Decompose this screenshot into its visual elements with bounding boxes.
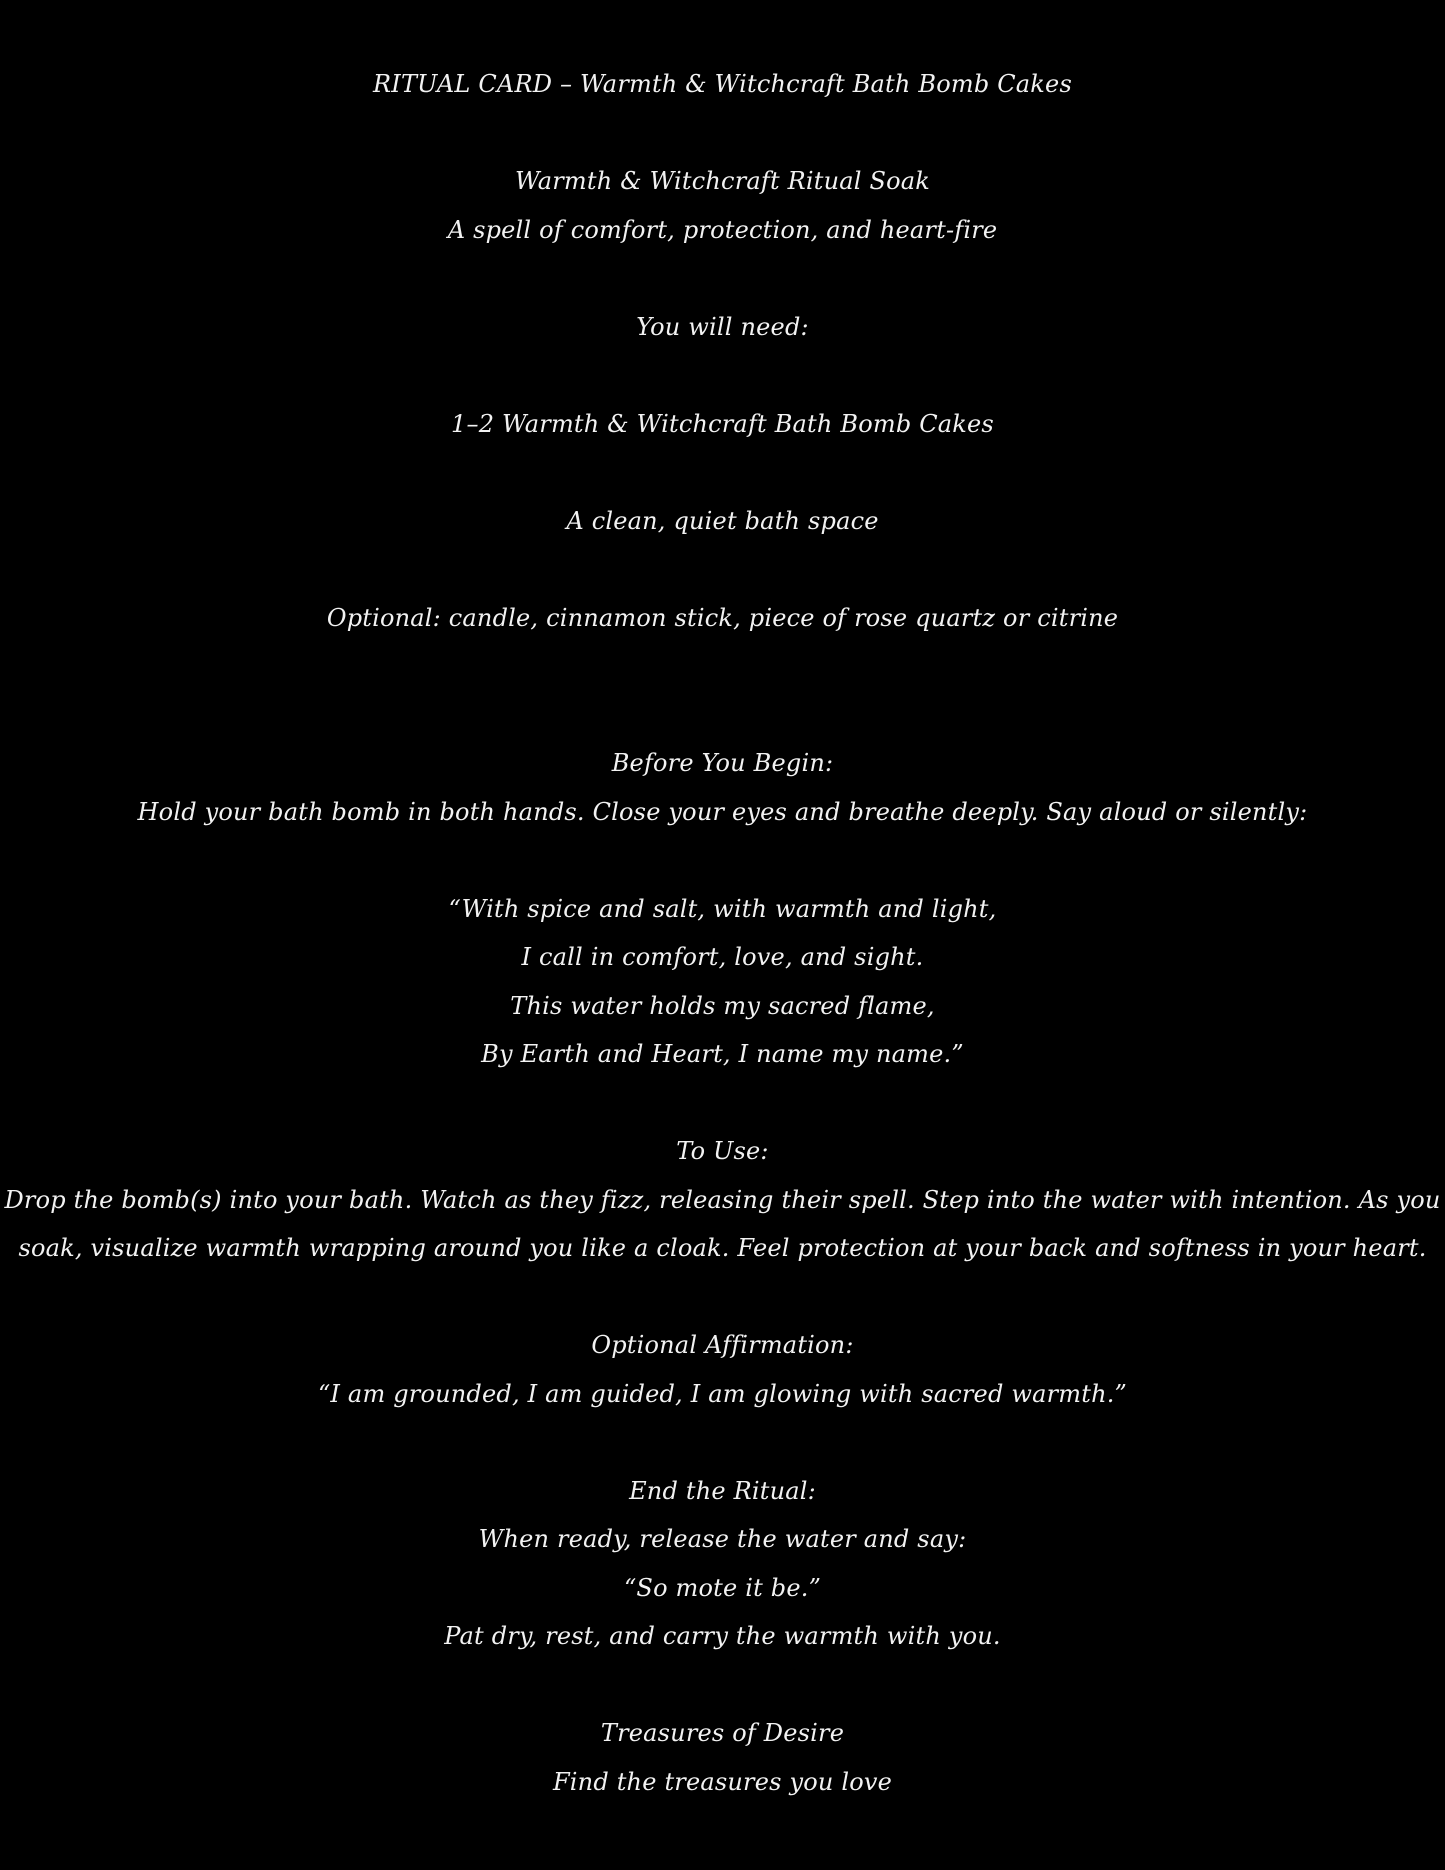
incantation-line: I call in comfort, love, and sight. bbox=[521, 943, 924, 971]
affirmation-heading: Optional Affirmation: bbox=[591, 1331, 854, 1359]
before-instruction: Hold your bath bomb in both hands. Close your eyes and breathe deeply. Say aloud or silently: bbox=[137, 798, 1308, 826]
ritual-name: Warmth & Witchcraft Ritual Soak bbox=[514, 167, 931, 195]
end-text-line: When ready, release the water and say: bbox=[478, 1525, 967, 1553]
affirmation-text: “I am grounded, I am guided, I am glowing with sacred warmth.” bbox=[317, 1380, 1128, 1408]
use-text-line: Drop the bomb(s) into your bath. Watch as they fizz, releasing their spell. Step into the water with intention. As you bbox=[4, 1186, 1441, 1214]
incantation-line: “With spice and salt, with warmth and light, bbox=[448, 895, 997, 923]
card-title: RITUAL CARD – Warmth & Witchcraft Bath Bomb Cakes bbox=[373, 70, 1072, 98]
ritual-tagline: A spell of comfort, protection, and heart-fire bbox=[447, 216, 998, 244]
footer-brand: Treasures of Desire bbox=[600, 1719, 845, 1747]
end-heading: End the Ritual: bbox=[629, 1477, 816, 1505]
needs-heading: You will need: bbox=[636, 313, 809, 341]
incantation-line: This water holds my sacred flame, bbox=[510, 992, 935, 1020]
footer-tagline: Find the treasures you love bbox=[552, 1768, 893, 1796]
needs-item: 1–2 Warmth & Witchcraft Bath Bomb Cakes bbox=[451, 410, 994, 438]
use-heading: To Use: bbox=[676, 1137, 769, 1165]
before-heading: Before You Begin: bbox=[611, 749, 834, 777]
needs-item: A clean, quiet bath space bbox=[566, 507, 879, 535]
incantation-line: By Earth and Heart, I name my name.” bbox=[481, 1040, 964, 1068]
use-text-line: soak, visualize warmth wrapping around you like a cloak. Feel protection at your back and softness in your heart. bbox=[18, 1234, 1427, 1262]
end-text-line: Pat dry, rest, and carry the warmth with you. bbox=[444, 1622, 1001, 1650]
end-text-line: “So mote it be.” bbox=[623, 1574, 822, 1602]
needs-item: Optional: candle, cinnamon stick, piece of rose quartz or citrine bbox=[326, 604, 1119, 632]
